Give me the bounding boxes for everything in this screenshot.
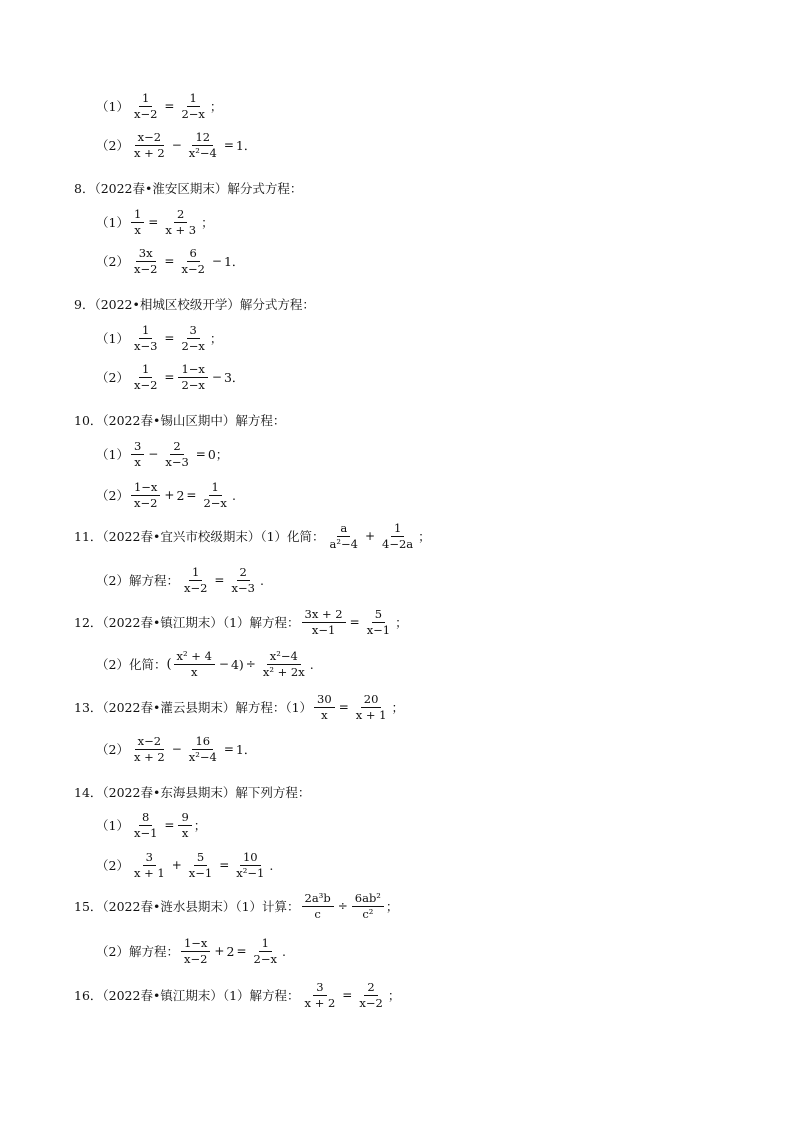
denominator: x²−4 [188,749,217,764]
problem-heading [74,607,408,638]
numerator: 2 [364,980,377,996]
denominator: x−1 [133,825,158,840]
text-run: 4) [230,656,244,672]
math-operator: = [219,858,230,872]
problem-heading [74,179,302,197]
text-run: （2） [96,138,129,153]
numerator: 1 [131,207,144,223]
denominator: x−1 [188,865,213,880]
denominator: x−2 [133,495,158,510]
denominator: c [314,906,321,921]
text-run: （1） [96,99,129,114]
numerator: 1 [209,480,222,496]
fraction [228,565,257,596]
math-operator: = [164,370,175,384]
denominator: x²−1 [236,865,265,880]
text-run: （2）化简： [96,657,167,672]
denominator: x [321,707,328,722]
math-operator: = [186,488,197,502]
fraction [302,607,346,638]
fraction [200,480,229,511]
denominator: c² [362,906,374,921]
numerator: 16 [192,734,213,750]
text-run: ； [209,99,223,114]
text-run: （1） [96,447,129,462]
denominator: x−3 [165,454,189,469]
text-run: （1） [96,818,129,833]
numerator: 5 [194,850,207,866]
sub-question [96,649,314,680]
numerator: 3x [136,246,156,262]
numerator: 1 [139,323,152,339]
math-operator: − [171,742,182,756]
numerator: 2 [174,207,187,223]
math-operator: = [164,818,175,832]
sub-question [96,246,244,277]
text-run: 10．（2022春•锡山区期中）解方程： [74,413,286,428]
numerator: 6 [187,246,200,262]
denominator: 2−x [181,338,205,353]
text-run: 1． [235,138,257,153]
problem-heading [74,980,400,1011]
fraction [131,246,160,277]
fraction [178,810,191,841]
text-run: . [281,943,286,959]
text-run: （2） [96,488,129,503]
text-run: 0； [207,447,229,462]
text-run: 12．（2022春•镇江期末）（1）解方程： [74,615,300,630]
numerator: x²−4 [267,649,301,665]
denominator: 2−x [181,106,205,121]
fraction [364,607,393,638]
fraction [131,91,160,122]
text-run: （2） [96,254,129,269]
sub-question [96,362,244,393]
denominator: x [134,222,141,237]
text-run: ( [166,656,172,672]
text-run: （2） [96,858,129,873]
math-operator: + [364,529,376,543]
math-operator: = [164,331,175,345]
fraction [162,207,199,238]
denominator: x−2 [133,106,158,121]
text-run: ； [418,529,431,544]
denominator: x−3 [133,338,158,353]
text-run: 2 [176,487,185,503]
numerator: 1−x [131,480,160,496]
problem-heading [74,521,431,552]
denominator: x²−4 [188,145,217,160]
sub-question [96,130,256,161]
sub-question [96,439,228,470]
numerator: 3 [131,439,144,455]
math-operator: + [214,944,225,958]
text-run: （1） [96,215,129,230]
numerator: 12 [192,130,213,146]
numerator: x−2 [135,130,164,146]
fraction [181,565,210,596]
text-run: 15．（2022春•涟水县期末）（1）计算： [74,899,300,914]
problem-heading [74,411,285,429]
sub-question [96,734,256,765]
numerator: 1 [391,521,404,537]
numerator: 1−x [181,936,210,952]
math-operator: + [164,488,175,502]
denominator: x−2 [359,995,383,1010]
math-operator: − [211,254,222,268]
math-operator: = [164,254,175,268]
text-run: 8．（2022春•淮安区期末）解分式方程： [74,181,303,196]
numerator: 2 [237,565,250,581]
numerator: x−2 [135,734,164,750]
text-run: （2） [96,370,129,385]
denominator: x + 2 [304,995,336,1010]
problem-heading [74,692,404,723]
numerator: 9 [178,810,191,826]
denominator: x [134,454,141,469]
numerator: x² + 4 [174,649,215,665]
text-run: ； [385,899,399,914]
denominator: x−2 [183,580,208,595]
math-operator: = [223,742,234,756]
sub-question [96,323,222,354]
fraction [186,130,220,161]
numerator: 1 [187,91,200,107]
denominator: x [181,825,189,840]
sub-question [96,565,264,596]
sub-question [96,810,206,841]
numerator: a [337,521,350,537]
numerator: 6ab² [352,891,384,907]
denominator: x−3 [231,580,255,595]
sub-question [96,936,286,967]
numerator: 1−x [178,362,207,378]
fraction [131,734,168,765]
sub-question [96,850,273,881]
denominator: 2−x [181,377,205,392]
text-run: 13．（2022春•灌云县期末）解方程：（1） [74,700,313,715]
fraction [186,734,220,765]
denominator: x−1 [311,622,336,637]
fraction [178,91,207,122]
fraction [131,207,144,238]
fraction [352,891,384,922]
math-operator: = [349,615,360,629]
denominator: x + 1 [355,707,387,722]
math-operator: + [171,858,182,872]
math-operator: = [195,447,206,461]
fraction [260,649,308,680]
fraction [327,521,361,552]
fraction [162,439,191,470]
fraction [131,362,160,393]
math-operator: − [148,447,159,461]
denominator: x + 1 [133,865,165,880]
fraction [131,323,160,354]
denominator: 4−2a [382,536,414,551]
denominator: x² + 2x [262,664,305,679]
text-run: . [231,487,236,503]
sub-question [96,480,236,511]
text-run: ； [395,615,408,630]
numerator: 5 [372,607,385,623]
fraction [233,850,267,881]
denominator: 2−x [253,951,277,966]
fraction [181,936,210,967]
denominator: x + 2 [133,749,165,764]
text-run: ； [387,988,401,1003]
denominator: x−2 [133,377,158,392]
text-run: . [309,656,314,672]
numerator: 8 [139,810,152,826]
numerator: 1 [139,362,152,378]
fraction [131,439,144,470]
text-run: . [269,857,274,873]
numerator: 3 [143,850,156,866]
fraction [302,980,339,1011]
math-operator: = [223,138,234,152]
denominator: x−2 [181,261,205,276]
text-run: （1） [96,331,129,346]
math-operator: = [164,99,175,113]
numerator: 1 [259,936,272,952]
fraction [174,649,215,680]
math-operator: − [218,657,229,671]
math-operator: = [338,700,349,714]
fraction [131,810,160,841]
math-operator: ÷ [245,657,256,671]
text-run: 16．（2022春•镇江期末）（1）解方程： [74,988,300,1003]
problem-heading [74,295,315,313]
numerator: 1 [189,565,202,581]
math-operator: = [214,573,225,587]
denominator: x−2 [183,951,208,966]
text-run: ； [193,818,207,833]
numerator: 20 [361,692,382,708]
math-operator: − [211,370,222,384]
text-run: 14．（2022春•东海县期末）解下列方程： [74,785,311,800]
numerator: 10 [240,850,261,866]
text-run: 2 [226,943,235,959]
text-run: 1． [223,254,245,269]
denominator: x [190,664,198,679]
fraction [178,362,207,393]
text-run: . [259,572,264,588]
fraction [131,850,168,881]
fraction [178,323,207,354]
math-operator: ÷ [337,899,348,913]
fraction [379,521,416,552]
fraction [314,692,335,723]
fraction [353,692,390,723]
fraction [302,891,334,922]
text-run: 9．（2022•相城区校级开学）解分式方程： [74,297,315,312]
math-operator: = [148,215,159,229]
text-run: （2） [96,742,129,757]
numerator: 1 [139,91,152,107]
sub-question [96,91,222,122]
text-run: ； [201,215,214,230]
fraction [251,936,280,967]
numerator: 3x + 2 [302,607,346,623]
text-run: （2）解方程： [96,573,179,588]
text-run: （2）解方程： [96,944,179,959]
numerator: 2a³b [302,891,334,907]
numerator: 3 [313,980,326,996]
text-run: 11．（2022春•宜兴市校级期末）（1）化简： [74,529,325,544]
text-run: ； [391,700,405,715]
denominator: a²−4 [329,536,358,551]
numerator: 2 [170,439,183,455]
denominator: x + 2 [133,145,165,160]
problem-heading [74,891,398,922]
numerator: 3 [187,323,200,339]
denominator: 2−x [203,495,227,510]
text-run: ； [209,331,223,346]
denominator: x + 3 [165,222,197,237]
fraction [356,980,385,1011]
sub-question [96,207,214,238]
math-operator: = [236,944,247,958]
fraction [131,480,160,511]
numerator: 30 [314,692,335,708]
problem-heading [74,783,310,801]
text-run: 1． [235,742,257,757]
math-operator: − [171,138,182,152]
fraction [186,850,215,881]
denominator: x−2 [133,261,158,276]
math-operator: = [342,988,353,1002]
text-run: 3． [223,370,245,385]
denominator: x−1 [366,622,391,637]
fraction [178,246,207,277]
fraction [131,130,168,161]
